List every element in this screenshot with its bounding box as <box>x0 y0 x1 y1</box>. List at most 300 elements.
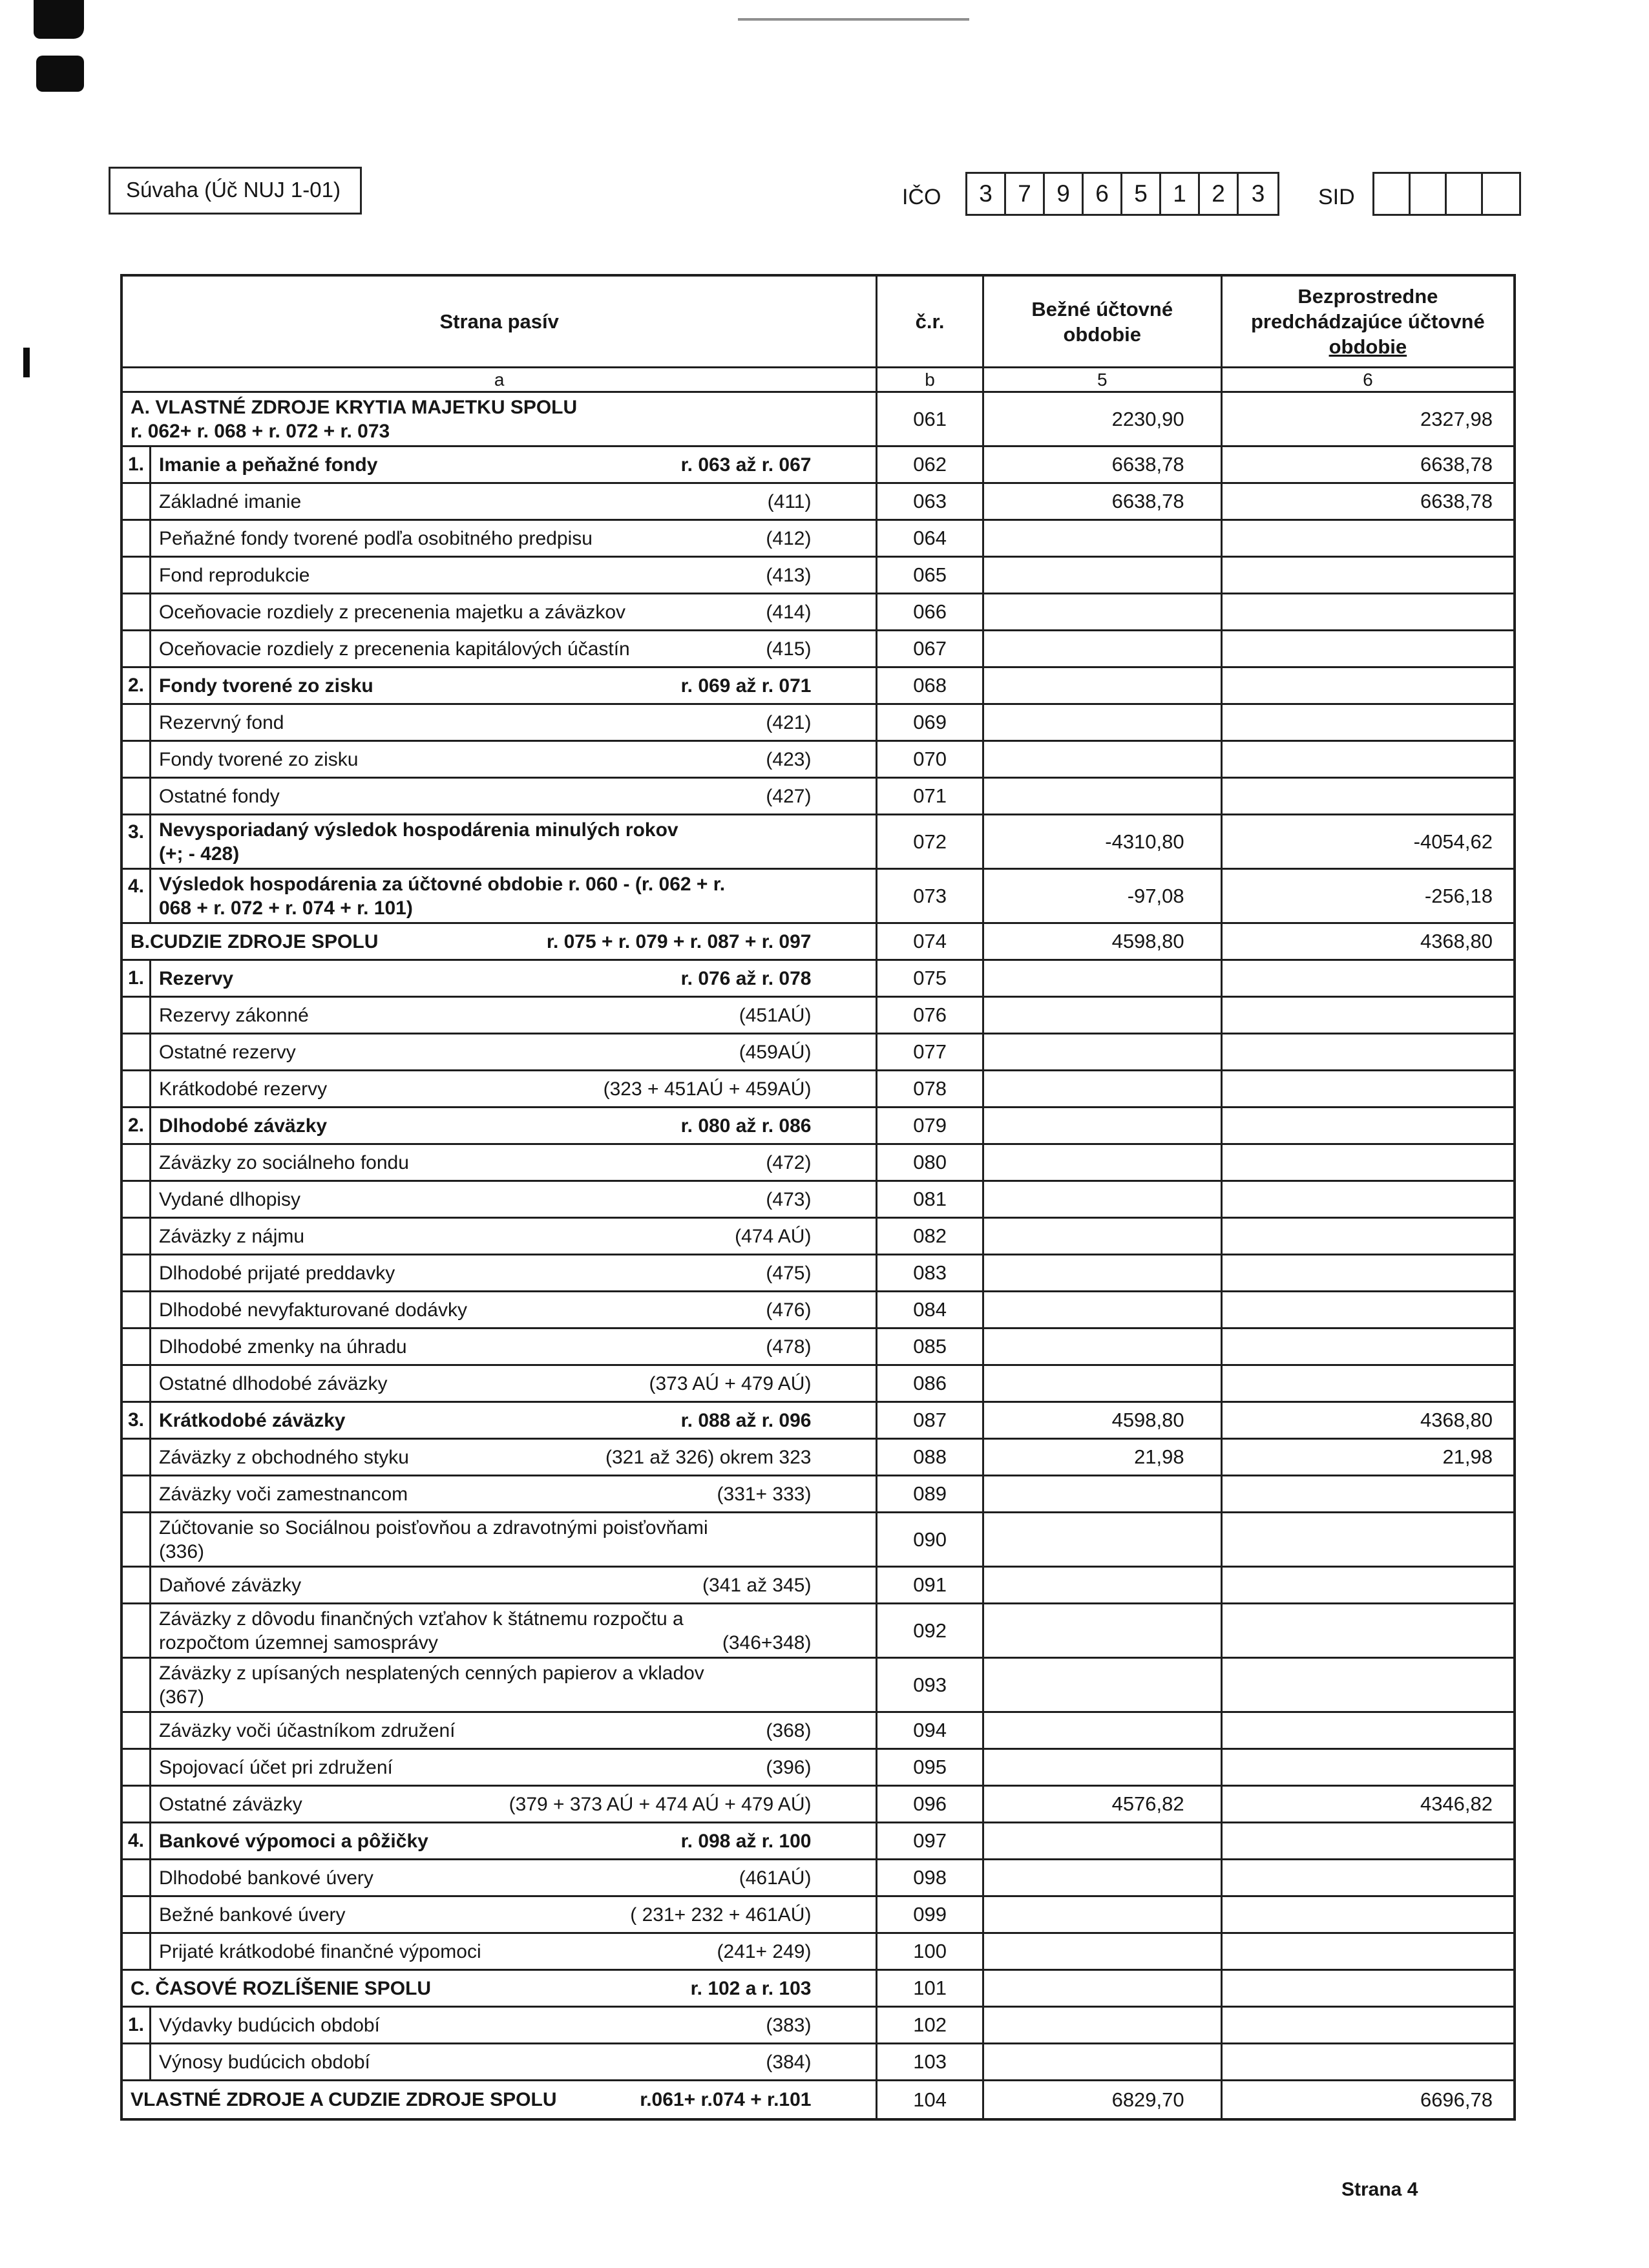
row-code: 067 <box>876 631 982 666</box>
row-number <box>123 594 151 629</box>
value-current-period: -97,08 <box>982 870 1221 922</box>
value-previous-period <box>1221 594 1513 629</box>
value-previous-period <box>1221 998 1513 1033</box>
value-current-period <box>982 1329 1221 1364</box>
row-label: Výnosy budúcich období <box>159 2051 370 2073</box>
value-previous-period: 2327,98 <box>1221 393 1513 445</box>
row-label: Záväzky voči zamestnancom <box>159 1483 408 1505</box>
value-current-period <box>982 1860 1221 1895</box>
table-row <box>123 1182 1513 1219</box>
table-row <box>123 1071 1513 1108</box>
row-number <box>123 521 151 556</box>
value-current-period <box>982 1366 1221 1401</box>
row-code: 089 <box>876 1476 982 1511</box>
table-header-row <box>123 277 1513 368</box>
row-title-cell <box>123 1659 876 1711</box>
row-label: Rezervy <box>159 967 234 989</box>
row-ref: r. 088 až r. 096 <box>680 1409 812 1431</box>
value-current-period <box>982 1897 1221 1932</box>
table-row <box>123 1513 1513 1568</box>
scan-artifact-blob <box>36 56 84 92</box>
row-title-cell <box>123 998 876 1033</box>
row-label: Vydané dlhopisy <box>159 1188 301 1210</box>
row-label: Ostatné záväzky <box>159 1793 302 1815</box>
value-previous-period <box>1221 1568 1513 1602</box>
index-col-5: 5 <box>982 368 1221 391</box>
value-previous-period: -4054,62 <box>1221 815 1513 868</box>
row-title-cell <box>123 1513 876 1566</box>
table-row <box>123 2044 1513 2081</box>
row-number <box>123 1034 151 1069</box>
row-number <box>123 1713 151 1748</box>
value-current-period <box>982 1823 1221 1858</box>
row-title-cell <box>123 1145 876 1180</box>
row-title-cell <box>123 2081 876 2118</box>
row-number <box>123 1860 151 1895</box>
value-current-period <box>982 521 1221 556</box>
row-label: Záväzky zo sociálneho fondu <box>159 1151 409 1173</box>
value-current-period: 6638,78 <box>982 484 1221 519</box>
row-number <box>123 631 151 666</box>
value-previous-period <box>1221 2044 1513 2079</box>
table-row <box>123 1329 1513 1366</box>
ico-value-boxes <box>965 172 1279 216</box>
table-row <box>123 1971 1513 2008</box>
row-code: 062 <box>876 447 982 482</box>
row-code: 073 <box>876 870 982 922</box>
row-number <box>123 1476 151 1511</box>
row-code: 083 <box>876 1255 982 1290</box>
row-label: Dlhodobé nevyfakturované dodávky <box>159 1299 467 1321</box>
row-number <box>123 1934 151 1969</box>
table-row <box>123 594 1513 631</box>
balance-sheet-table <box>120 274 1516 2121</box>
row-code: 069 <box>876 705 982 740</box>
value-current-period <box>982 631 1221 666</box>
row-ref: r. 075 + r. 079 + r. 087 + r. 097 <box>546 930 812 952</box>
row-ref: r.061+ r.074 + r.101 <box>640 2089 812 2110</box>
row-code: 065 <box>876 558 982 593</box>
row-number <box>123 1897 151 1932</box>
table-row <box>123 1750 1513 1787</box>
row-number <box>123 1292 151 1327</box>
index-col-6: 6 <box>1221 368 1513 391</box>
row-label: Spojovací účet pri združení <box>159 1756 393 1778</box>
table-body <box>123 393 1513 2118</box>
value-current-period <box>982 1182 1221 1217</box>
row-title-cell <box>123 1750 876 1785</box>
row-label: Záväzky z nájmu <box>159 1225 305 1247</box>
value-current-period: 4598,80 <box>982 924 1221 959</box>
scan-artifact-line <box>738 18 969 21</box>
row-label: (+; - 428) <box>159 843 240 865</box>
table-row <box>123 1860 1513 1897</box>
value-previous-period <box>1221 705 1513 740</box>
header-current-period: Bežné účtovné obdobie <box>982 277 1221 366</box>
value-previous-period <box>1221 1750 1513 1785</box>
value-previous-period <box>1221 1071 1513 1106</box>
row-code: 075 <box>876 961 982 996</box>
row-label: rozpočtom územnej samosprávy <box>159 1632 438 1654</box>
table-row <box>123 1219 1513 1255</box>
value-current-period <box>982 961 1221 996</box>
value-previous-period <box>1221 2008 1513 2042</box>
row-code: 097 <box>876 1823 982 1858</box>
row-number <box>123 1568 151 1602</box>
row-code: 095 <box>876 1750 982 1785</box>
table-row <box>123 1604 1513 1659</box>
value-previous-period <box>1221 1219 1513 1254</box>
form-title-box <box>109 167 362 215</box>
value-previous-period: 21,98 <box>1221 1440 1513 1475</box>
row-ref: r. 080 až r. 086 <box>680 1115 812 1137</box>
row-title-cell <box>123 815 876 868</box>
row-ref: (476) <box>766 1299 812 1321</box>
value-current-period <box>982 1934 1221 1969</box>
row-label: Výsledok hospodárenia za účtovné obdobie r. 060 - (r. 062 + r. <box>159 873 726 895</box>
row-title-cell <box>123 1403 876 1438</box>
row-title-cell <box>123 924 876 959</box>
row-label: Peňažné fondy tvorené podľa osobitného predpisu <box>159 527 593 549</box>
row-label: C. ČASOVÉ ROZLÍŠENIE SPOLU <box>131 1977 432 1999</box>
row-ref: (421) <box>766 711 812 733</box>
row-ref: (472) <box>766 1151 812 1173</box>
sid-label: SID <box>1318 185 1355 209</box>
row-code: 084 <box>876 1292 982 1327</box>
row-ref: (379 + 373 AÚ + 474 AÚ + 479 AÚ) <box>509 1793 812 1815</box>
row-label: (367) <box>159 1686 205 1708</box>
value-previous-period <box>1221 631 1513 666</box>
row-code: 077 <box>876 1034 982 1069</box>
ico-digit-cell: 9 <box>1045 174 1084 214</box>
table-row <box>123 1255 1513 1292</box>
ico-digit-cell: 6 <box>1084 174 1122 214</box>
row-number <box>123 1659 151 1711</box>
row-title-cell <box>123 1108 876 1143</box>
header-previous-line2: predchádzajúce účtovné <box>1250 310 1485 333</box>
table-row <box>123 484 1513 521</box>
row-title-cell <box>123 594 876 629</box>
row-label: Bežné bankové úvery <box>159 1904 346 1926</box>
table-row <box>123 1034 1513 1071</box>
table-row <box>123 1713 1513 1750</box>
table-row <box>123 1108 1513 1145</box>
row-number: 2. <box>123 1108 151 1143</box>
row-number <box>123 779 151 814</box>
row-ref: (331+ 333) <box>717 1483 812 1505</box>
row-title-cell <box>123 2044 876 2079</box>
row-code: 061 <box>876 393 982 445</box>
table-row <box>123 668 1513 705</box>
row-title-cell <box>123 1934 876 1969</box>
row-code: 064 <box>876 521 982 556</box>
row-ref: (384) <box>766 2051 812 2073</box>
row-title-cell <box>123 2008 876 2042</box>
row-ref: (368) <box>766 1719 812 1741</box>
row-title-cell <box>123 1713 876 1748</box>
table-row <box>123 1145 1513 1182</box>
ico-digit-cell: 3 <box>1251 180 1265 207</box>
value-previous-period: 6638,78 <box>1221 484 1513 519</box>
value-current-period <box>982 779 1221 814</box>
row-ref: (383) <box>766 2014 812 2036</box>
row-code: 099 <box>876 1897 982 1932</box>
row-number: 3. <box>123 1403 151 1438</box>
table-row <box>123 705 1513 742</box>
row-label: Imanie a peňažné fondy <box>159 454 378 476</box>
row-title-cell <box>123 1860 876 1895</box>
row-number <box>123 705 151 740</box>
ico-digit-cell: 3 <box>967 174 1006 214</box>
row-label: Dlhodobé bankové úvery <box>159 1867 373 1889</box>
row-code: 081 <box>876 1182 982 1217</box>
table-row <box>123 2081 1513 2118</box>
row-label: Rezervy zákonné <box>159 1004 309 1026</box>
row-ref: r. 063 až r. 067 <box>680 454 812 476</box>
row-number: 1. <box>123 961 151 996</box>
table-row <box>123 1440 1513 1476</box>
table-row <box>123 1787 1513 1823</box>
value-previous-period <box>1221 1366 1513 1401</box>
row-title-cell <box>123 1897 876 1932</box>
page-number: Strana 4 <box>1341 2179 1418 2200</box>
header-previous-line3: obdobie <box>1329 335 1407 358</box>
row-title-cell <box>123 1219 876 1254</box>
value-previous-period: 6638,78 <box>1221 447 1513 482</box>
table-row <box>123 870 1513 924</box>
value-previous-period: -256,18 <box>1221 870 1513 922</box>
row-title-cell <box>123 742 876 777</box>
value-previous-period <box>1221 961 1513 996</box>
sid-cell <box>1447 174 1483 214</box>
row-title-cell <box>123 1329 876 1364</box>
row-code: 104 <box>876 2081 982 2118</box>
row-code: 101 <box>876 1971 982 2006</box>
value-previous-period <box>1221 1860 1513 1895</box>
index-col-b: b <box>876 368 982 391</box>
row-ref: (474 AÚ) <box>735 1225 812 1247</box>
sid-cell <box>1411 174 1447 214</box>
row-label: Ostatné rezervy <box>159 1041 296 1063</box>
value-current-period: 4598,80 <box>982 1403 1221 1438</box>
row-label: Zúčtovanie so Sociálnou poisťovňou a zdravotnými poisťovňami <box>159 1517 708 1538</box>
row-number: 3. <box>123 815 151 868</box>
table-row <box>123 1568 1513 1604</box>
row-code: 082 <box>876 1219 982 1254</box>
row-code: 091 <box>876 1568 982 1602</box>
row-code: 080 <box>876 1145 982 1180</box>
row-title-cell <box>123 705 876 740</box>
header-row-code: č.r. <box>876 277 982 366</box>
row-code: 078 <box>876 1071 982 1106</box>
form-title: Súvaha (Úč NUJ 1-01) <box>126 178 341 202</box>
table-row <box>123 1292 1513 1329</box>
row-ref: (373 AÚ + 479 AÚ) <box>649 1372 812 1394</box>
row-ref: (423) <box>766 748 812 770</box>
value-current-period: 6829,70 <box>982 2081 1221 2118</box>
row-title-cell <box>123 484 876 519</box>
row-number <box>123 1440 151 1475</box>
value-previous-period <box>1221 1292 1513 1327</box>
row-title-cell <box>123 1292 876 1327</box>
value-current-period <box>982 1971 1221 2006</box>
row-title-cell <box>123 1787 876 1822</box>
row-code: 100 <box>876 1934 982 1969</box>
row-code: 063 <box>876 484 982 519</box>
table-row <box>123 558 1513 594</box>
table-row <box>123 521 1513 558</box>
value-current-period <box>982 1750 1221 1785</box>
table-index-row <box>123 368 1513 393</box>
value-previous-period <box>1221 1823 1513 1858</box>
row-title-cell <box>123 1568 876 1602</box>
row-ref: ( 231+ 232 + 461AÚ) <box>630 1904 812 1926</box>
value-current-period <box>982 1604 1221 1657</box>
row-number <box>123 1787 151 1822</box>
row-code: 094 <box>876 1713 982 1748</box>
row-ref: (323 + 451AÚ + 459AÚ) <box>603 1078 812 1100</box>
row-number <box>123 1182 151 1217</box>
value-previous-period <box>1221 1255 1513 1290</box>
table-row <box>123 998 1513 1034</box>
value-previous-period <box>1221 1034 1513 1069</box>
value-previous-period <box>1221 742 1513 777</box>
value-current-period <box>982 1219 1221 1254</box>
table-row <box>123 447 1513 484</box>
row-ref: (396) <box>766 1756 812 1778</box>
row-label: Fondy tvorené zo zisku <box>159 675 373 697</box>
row-code: 090 <box>876 1513 982 1566</box>
row-label: Oceňovacie rozdiely z precenenia kapitálových účastín <box>159 638 630 660</box>
row-title-cell <box>123 870 876 922</box>
row-code: 088 <box>876 1440 982 1475</box>
row-ref: r. 069 až r. 071 <box>680 675 812 697</box>
row-ref: (241+ 249) <box>717 1940 812 1962</box>
row-title-cell <box>123 668 876 703</box>
value-current-period <box>982 668 1221 703</box>
row-ref: (415) <box>766 638 812 660</box>
row-label: Záväzky z upísaných nesplatených cenných papierov a vkladov <box>159 1662 704 1684</box>
row-label: Záväzky z dôvodu finančných vzťahov k štátnemu rozpočtu a <box>159 1608 684 1630</box>
value-current-period: -4310,80 <box>982 815 1221 868</box>
row-code: 087 <box>876 1403 982 1438</box>
table-row <box>123 1823 1513 1860</box>
value-previous-period <box>1221 1659 1513 1711</box>
row-title-cell <box>123 1255 876 1290</box>
row-title-cell <box>123 1971 876 2006</box>
row-code: 071 <box>876 779 982 814</box>
value-current-period <box>982 1145 1221 1180</box>
sid-cell <box>1483 174 1519 214</box>
value-current-period <box>982 594 1221 629</box>
row-label: VLASTNÉ ZDROJE A CUDZIE ZDROJE SPOLU <box>131 2089 557 2110</box>
table-row <box>123 1934 1513 1971</box>
row-title-cell <box>123 447 876 482</box>
row-title-cell <box>123 1604 876 1657</box>
value-current-period <box>982 1476 1221 1511</box>
row-number: 1. <box>123 447 151 482</box>
row-title-cell <box>123 1823 876 1858</box>
row-number <box>123 1366 151 1401</box>
row-label: Záväzky z obchodného styku <box>159 1446 409 1468</box>
row-label: (336) <box>159 1540 205 1562</box>
row-number <box>123 1071 151 1106</box>
row-code: 079 <box>876 1108 982 1143</box>
row-number <box>123 1604 151 1657</box>
scan-artifact-edge <box>23 348 30 377</box>
value-previous-period <box>1221 1182 1513 1217</box>
row-title-cell <box>123 393 876 445</box>
row-ref: r. 102 a r. 103 <box>690 1977 812 1999</box>
value-current-period <box>982 1292 1221 1327</box>
header-previous-line1: Bezprostredne <box>1297 285 1438 308</box>
value-current-period <box>982 1034 1221 1069</box>
row-ref: (478) <box>766 1336 812 1358</box>
table-row <box>123 1403 1513 1440</box>
value-previous-period <box>1221 779 1513 814</box>
value-previous-period <box>1221 521 1513 556</box>
row-label: Fondy tvorené zo zisku <box>159 748 359 770</box>
row-label: Základné imanie <box>159 490 302 512</box>
row-label: A. VLASTNÉ ZDROJE KRYTIA MAJETKU SPOLU <box>131 396 578 418</box>
row-label: r. 062+ r. 068 + r. 072 + r. 073 <box>131 420 390 442</box>
row-ref: (473) <box>766 1188 812 1210</box>
row-number <box>123 1145 151 1180</box>
row-number: 4. <box>123 870 151 922</box>
value-current-period <box>982 1071 1221 1106</box>
row-label: Krátkodobé záväzky <box>159 1409 346 1431</box>
row-label: Daňové záväzky <box>159 1574 302 1596</box>
value-previous-period: 4368,80 <box>1221 1403 1513 1438</box>
row-title-cell <box>123 1071 876 1106</box>
table-row <box>123 1366 1513 1403</box>
row-title-cell <box>123 521 876 556</box>
table-row <box>123 924 1513 961</box>
row-ref: (411) <box>767 490 812 512</box>
table-row <box>123 631 1513 668</box>
value-previous-period: 4368,80 <box>1221 924 1513 959</box>
row-number: 2. <box>123 668 151 703</box>
header-strana-pasiv: Strana pasív <box>439 310 559 333</box>
row-number: 1. <box>123 2008 151 2042</box>
value-current-period <box>982 705 1221 740</box>
row-title-cell <box>123 1366 876 1401</box>
row-code: 068 <box>876 668 982 703</box>
value-previous-period <box>1221 1108 1513 1143</box>
row-number <box>123 1219 151 1254</box>
ico-digit-cell: 7 <box>1006 174 1045 214</box>
row-code: 074 <box>876 924 982 959</box>
row-code: 093 <box>876 1659 982 1711</box>
value-previous-period: 6696,78 <box>1221 2081 1513 2118</box>
value-previous-period <box>1221 1897 1513 1932</box>
row-title-cell <box>123 1476 876 1511</box>
row-ref: (346+348) <box>722 1632 812 1654</box>
value-current-period: 21,98 <box>982 1440 1221 1475</box>
value-current-period <box>982 742 1221 777</box>
row-code: 092 <box>876 1604 982 1657</box>
row-number <box>123 742 151 777</box>
index-col-a: a <box>494 369 505 390</box>
row-label: Dlhodobé zmenky na úhradu <box>159 1336 407 1358</box>
row-code: 076 <box>876 998 982 1033</box>
value-previous-period <box>1221 1971 1513 2006</box>
row-label: Dlhodobé záväzky <box>159 1115 328 1137</box>
value-previous-period <box>1221 1604 1513 1657</box>
row-ref: (412) <box>766 527 812 549</box>
value-current-period <box>982 1713 1221 1748</box>
row-ref: r. 098 až r. 100 <box>680 1830 812 1852</box>
